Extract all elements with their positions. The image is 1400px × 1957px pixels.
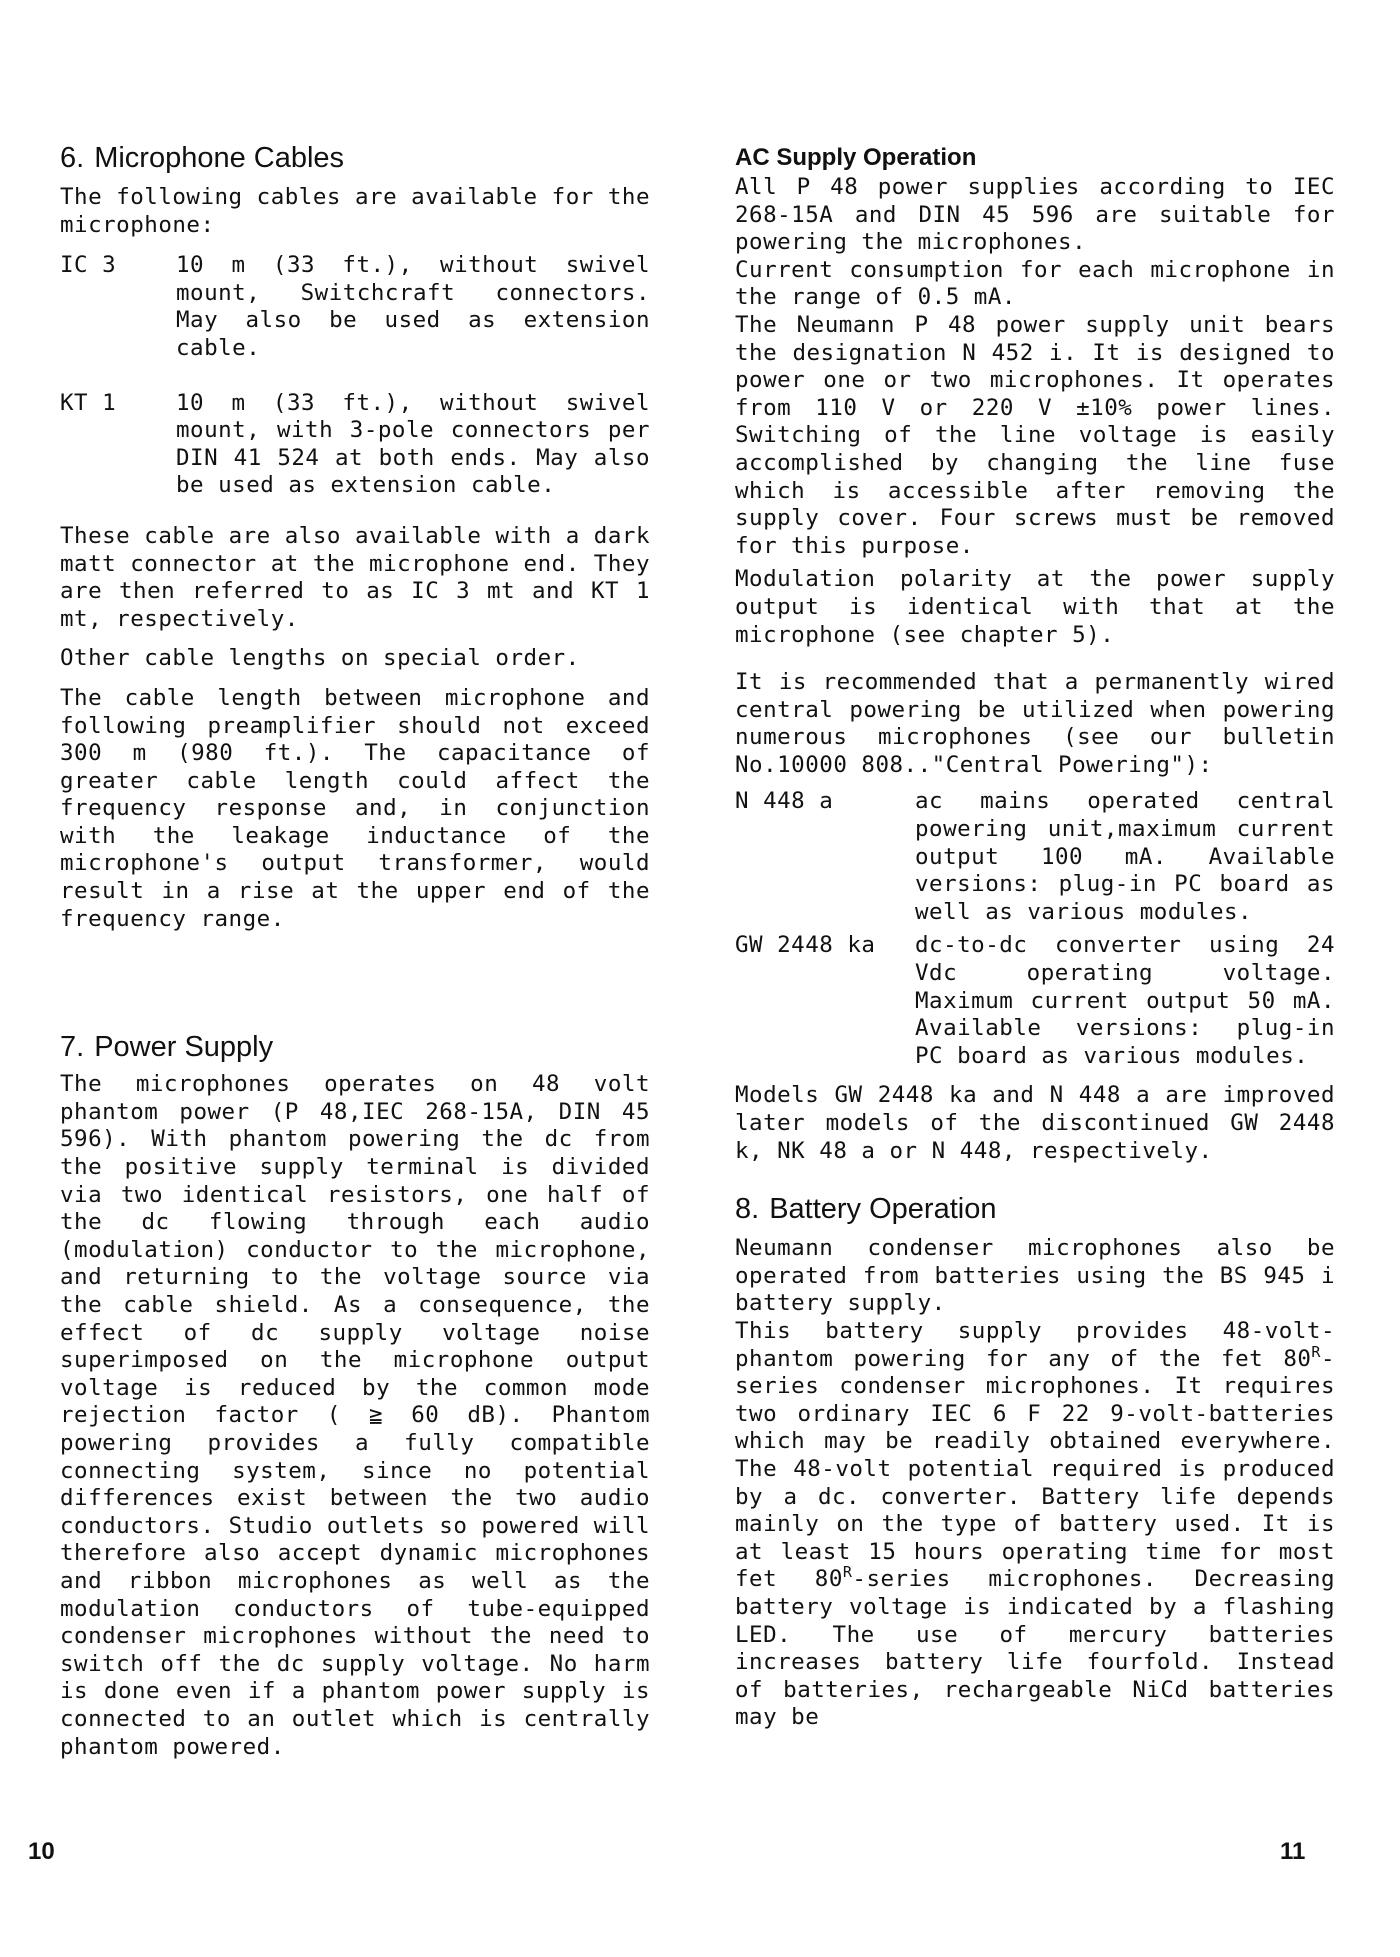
section-8-heading [735, 1189, 1335, 1229]
unit-term: GW 2448 ka [735, 932, 876, 959]
ac-paragraph: The Neumann P 48 power supply unit bears the designation N 452 i. It is designed to power one or two microphones. It operates from 110 V or 220 V ±10% power lines. Switching of the line voltage is easily accomplished by changing the line fuse which is accessible after removing the supply cover. Four screws must be removed for this purpose. [735, 311, 1335, 559]
page-number-left: 10 [28, 1838, 55, 1865]
ac-paragraph: All P 48 power supplies according to IEC 268-15A and DIN 45 596 are suitable for powering the microphones. [735, 174, 1335, 256]
superscript-r: R [1311, 1342, 1321, 1361]
section-8-title: Battery Operation [769, 1193, 997, 1226]
section-8-paragraph [735, 1318, 1335, 1732]
cable-desc: 10 m (33 ft.), without swivel mount, with 3-pole connectors per DIN 41 524 at both ends. May also be used as extension cable. [176, 389, 650, 499]
section-6-paragraph: The cable length between microphone and following preamplifier should not exceed 300 m (980 ft.). The capacitance of greater cable length could affect the frequency response and, in conjunction with the leakage inductance of the microphone's output transformer, would result in a rise at the upper end of the frequency range. [60, 684, 650, 932]
cable-term: IC 3 [60, 252, 117, 279]
section-7-number: 7. [60, 1031, 85, 1064]
cable-term: KT 1 [60, 389, 117, 416]
unit-desc: ac mains operated central powering unit,maximum current output 100 mA. Available versions: plug-in PC board as well as various modules. [915, 788, 1335, 925]
section-8-text: This battery supply provides 48-volt-phantom powering for any of the fet 80 [735, 1317, 1335, 1372]
right-column [735, 138, 1335, 1732]
cable-item [60, 252, 650, 362]
page-number-right: 11 [1280, 1838, 1306, 1865]
left-column [60, 138, 650, 1761]
section-8-paragraph: Neumann condenser microphones also be operated from batteries using the BS 945 i battery supply. [735, 1235, 1335, 1317]
section-6-paragraph: Other cable lengths on special order. [60, 645, 580, 672]
section-6-intro: The following cables are available for the microphone: [60, 184, 650, 238]
unit-item [735, 932, 1335, 1070]
section-8-text: -series microphones. Decreasing battery voltage is indicated by a flashing LED. The use of mercury batteries increases battery life fourfold. Instead of batteries, rechargeable NiCd batteries may be [735, 1566, 1336, 1731]
section-6-number: 6. [60, 142, 85, 174]
section-6-paragraph: These cable are also available with a dark matt connector at the microphone end. They are then referred to as IC 3 mt and KT 1 mt, respectively. [60, 522, 650, 632]
section-7-paragraph: The microphones operates on 48 volt phantom power (P 48,IEC 268-15A, DIN 45 596). With phantom powering the dc from the positive supply terminal is divided via two identical resistors, one half of the dc flowing through each audio (modulation) conductor to the microphone, and returning to the voltage source via the cable shield. As a consequence, the effect of dc supply voltage noise superimposed on the microphone output voltage is reduced by the common mode rejection factor ( ≧ 60 dB). Phantom powering provides a fully compatible connecting system, since no potential differences exist between the two audio conductors. Studio outlets so powered will therefore also accept dynamic microphones and ribbon microphones as well as the modulation conductors of tube-equipped condenser microphones without the need to switch off the dc supply voltage. No harm is done even if a phantom power supply is connected to an outlet which is centrally phantom powered. [60, 1071, 650, 1760]
section-6-title: Microphone Cables [94, 142, 345, 174]
section-7-heading [60, 1027, 650, 1067]
ac-paragraph: Models GW 2448 ka and N 448 a are improved later models of the discontinued GW 2448 k, NK 48 a or N 448, respectively. [735, 1082, 1335, 1164]
superscript-r: R [842, 1563, 853, 1582]
unit-item [735, 788, 1335, 926]
cable-item [60, 390, 650, 500]
cable-desc: 10 m (33 ft.), without swivel mount, Switchcraft connectors. May also be used as extension cable. [176, 252, 650, 361]
unit-term: N 448 a [735, 788, 834, 815]
ac-supply-heading: AC Supply Operation [735, 144, 977, 171]
ac-paragraph: Modulation polarity at the power supply output is identical with that at the microphone (see chapter 5). [735, 566, 1335, 648]
section-8-text: -series condenser microphones. It requires two ordinary IEC 6 F 22 9-volt-batteries which may be readily obtained everywhere. The 48-volt potential required is produced by a dc. converter. Battery life depends mainly on the type of battery used. It is at least 15 hours operating time for most fet 80 [735, 1345, 1335, 1593]
ac-paragraph: It is recommended that a permanently wired central powering be utilized when powering numerous microphones (see our bulletin No.10000 808.."Central Powering"): [735, 669, 1335, 778]
section-8-number: 8. [735, 1193, 760, 1226]
section-7-title: Power Supply [94, 1031, 274, 1064]
ac-paragraph: Current consumption for each microphone in the range of 0.5 mA. [735, 256, 1335, 311]
section-6-heading [60, 138, 650, 178]
unit-desc: dc-to-dc converter using 24 Vdc operating voltage. Maximum current output 50 mA. Available versions: plug-in PC board as various modules. [915, 932, 1335, 1069]
